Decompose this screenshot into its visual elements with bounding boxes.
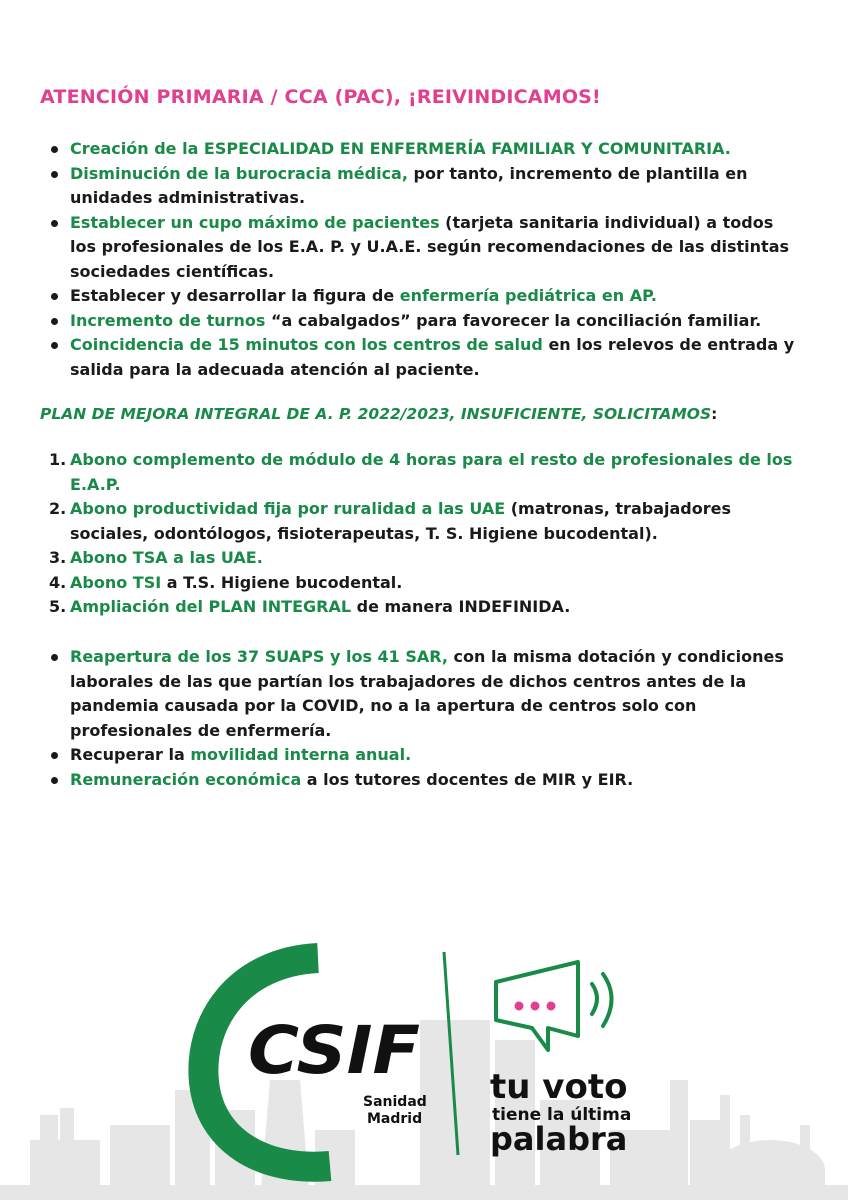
list-item: Establecer un cupo máximo de pacientes (tarjeta sanitaria individual) a todos los profesionales de los E.A. P. y U.A.E. según recomendaciones de las distintas sociedades científicas.	[40, 211, 800, 285]
numbered-item: 5. Ampliación del PLAN INTEGRAL de manera INDEFINIDA.	[49, 597, 571, 616]
list-item: Creación de la ESPECIALIDAD EN ENFERMERÍA FAMILIAR Y COMUNITARIA.	[40, 137, 800, 162]
list-item: Reapertura de los 37 SUAPS y los 41 SAR, con la misma dotación y condiciones laborales de las que partían los trabajadores de dichos centros antes de la pandemia causada por la COVID, no a la apertura de centros solo con profesionales de enfermería.	[40, 645, 810, 743]
megaphone-icon	[496, 962, 612, 1050]
logo-subtitle-madrid: Madrid	[367, 1111, 423, 1127]
page-title: ATENCIÓN PRIMARIA / CCA (PAC), ¡REIVINDICAMOS!	[40, 86, 601, 108]
csif-logo-text: CSIF	[248, 1012, 420, 1089]
list-item: Disminución de la burocracia médica, por tanto, incremento de plantilla en unidades administrativas.	[40, 162, 800, 211]
demands-list	[40, 137, 800, 382]
list-item: Incremento de turnos “a cabalgados” para favorecer la conciliación familiar.	[40, 309, 800, 334]
plan-requests-list	[40, 448, 810, 620]
slogan-line-3: palabra	[490, 1120, 628, 1158]
list-item: Coincidencia de 15 minutos con los centros de salud en los relevos de entrada y salida para la adecuada atención al paciente.	[40, 333, 800, 382]
additional-demands-list	[40, 645, 810, 792]
numbered-item: 2. Abono productividad fija por ruralidad a las UAE (matronas, trabajadores sociales, odontólogos, fisioterapeutas, T. S. Higiene bucodental).	[49, 499, 731, 543]
list-item: Establecer y desarrollar la figura de enfermería pediátrica en AP.	[40, 284, 800, 309]
numbered-item: 3. Abono TSA a las UAE.	[49, 548, 263, 567]
numbered-item: 1. Abono complemento de módulo de 4 horas para el resto de profesionales de los E.A.P.	[49, 450, 793, 494]
logo-subtitle-sanidad: Sanidad	[363, 1094, 427, 1110]
numbered-item: 4. Abono TSI a T.S. Higiene bucodental.	[49, 572, 403, 592]
plan-heading: PLAN DE MEJORA INTEGRAL DE A. P. 2022/2023, INSUFICIENTE, SOLICITAMOS:	[40, 405, 718, 423]
madrid-skyline-image	[0, 1020, 848, 1200]
list-item: Remuneración económica a los tutores docentes de MIR y EIR.	[40, 768, 810, 793]
list-item: Recuperar la movilidad interna anual.	[40, 743, 810, 768]
slogan-line-2: tiene la última	[492, 1105, 632, 1125]
footer-branding	[0, 940, 848, 1200]
slogan-line-1: tu voto	[490, 1067, 628, 1107]
